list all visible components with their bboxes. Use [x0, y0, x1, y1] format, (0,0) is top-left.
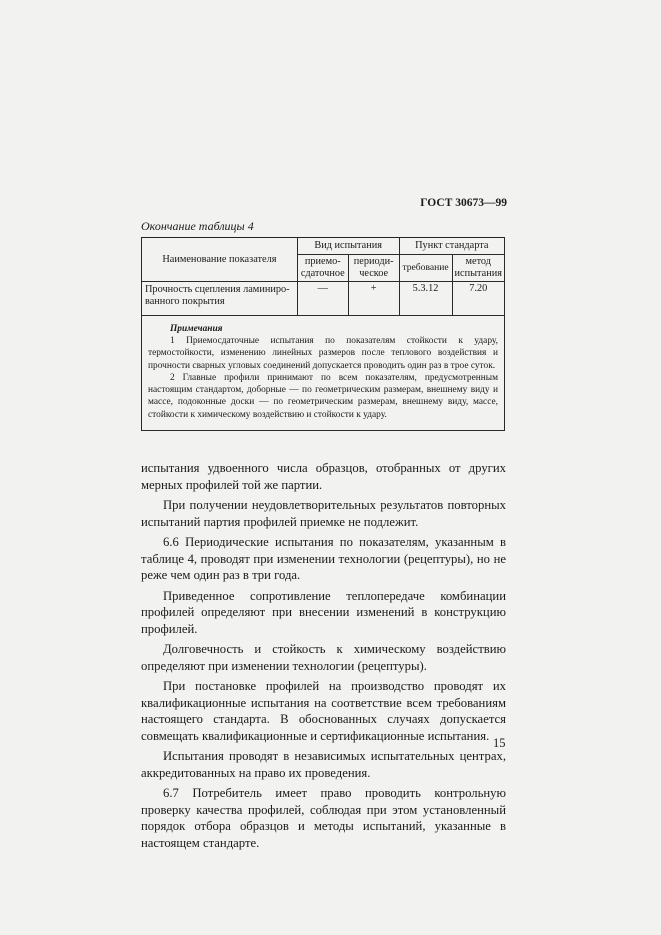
- body-text: [141, 460, 506, 855]
- notes-title: Примечания: [170, 324, 223, 334]
- page-number: 15: [493, 736, 506, 750]
- table-caption: Окончание таблицы 4: [141, 219, 254, 233]
- note-1: 1 Приемосдаточные испытания по показателям стойкости к удару, термостойкости, изменению линейных размеров после теплового воздействия и прочности сварных угловых соединений допускается проводить один раз в трое суток.: [148, 336, 498, 371]
- table-notes: [141, 316, 505, 431]
- header-acceptance: приемо-сдаточное: [297, 255, 348, 282]
- paragraph: Долговечность и стойкость к химическому воздействию определяют при изменении технологии (рецептуры).: [141, 642, 506, 673]
- paragraph: Приведенное сопротивление теплопередаче комбинации профилей определяют при внесении изменений в конструкцию профилей.: [141, 588, 506, 636]
- paragraph: испытания удвоенного числа образцов, отобранных от других мерных профилей той же партии.: [141, 461, 506, 492]
- header-method: метод испытания: [452, 255, 504, 282]
- paragraph: 6.7 Потребитель имеет право проводить контрольную проверку качества профилей, соблюдая при этом установленный порядок отбора образцов и методы испытаний, указанные в настоящем стандарте.: [141, 786, 506, 850]
- paragraph: При получении неудовлетворительных результатов повторных испытаний партия профилей приемке не подлежит.: [141, 498, 506, 529]
- standard-designation: ГОСТ 30673—99: [420, 197, 507, 209]
- note-2: 2 Главные профили принимают по всем показателям, предусмотренным настоящим стандартом, доборные — по геометрическим размерам, внешнему виду и массе, подоконные доски — по геометрическим размерам, внешнему виду, массе, стойкости к химическому воздействию и стойкости к удару.: [148, 372, 498, 420]
- header-periodic: периоди-ческое: [348, 255, 399, 282]
- spec-table-block: [141, 237, 505, 431]
- header-test-type: Вид испытания: [297, 238, 399, 255]
- cell-acceptance: —: [297, 282, 348, 316]
- table-row: [142, 282, 505, 316]
- cell-requirement: 5.3.12: [399, 282, 452, 316]
- header-clause: Пункт стандарта: [399, 238, 504, 255]
- header-name: Наименование показателя: [142, 238, 298, 282]
- paragraph: 6.6 Периодические испытания по показателям, указанным в таблице 4, проводят при изменении технологии (рецептуры), но не реже чем один раз в три года.: [141, 535, 506, 582]
- paragraph: При постановке профилей на производство проводят их квалификационные испытания на соответствие всем требованиям настоящего стандарта. В обоснованных случаях допускается совмещать квалификационные и сертификационные испытания.: [141, 679, 506, 743]
- cell-method: 7.20: [452, 282, 504, 316]
- cell-periodic: +: [348, 282, 399, 316]
- paragraph: Испытания проводят в независимых испытательных центрах, аккредитованных на право их проведения.: [141, 749, 506, 780]
- spec-table: [141, 237, 505, 316]
- cell-name: Прочность сцепления ламиниро-ванного покрытия: [142, 282, 298, 316]
- header-requirement: требование: [399, 255, 452, 282]
